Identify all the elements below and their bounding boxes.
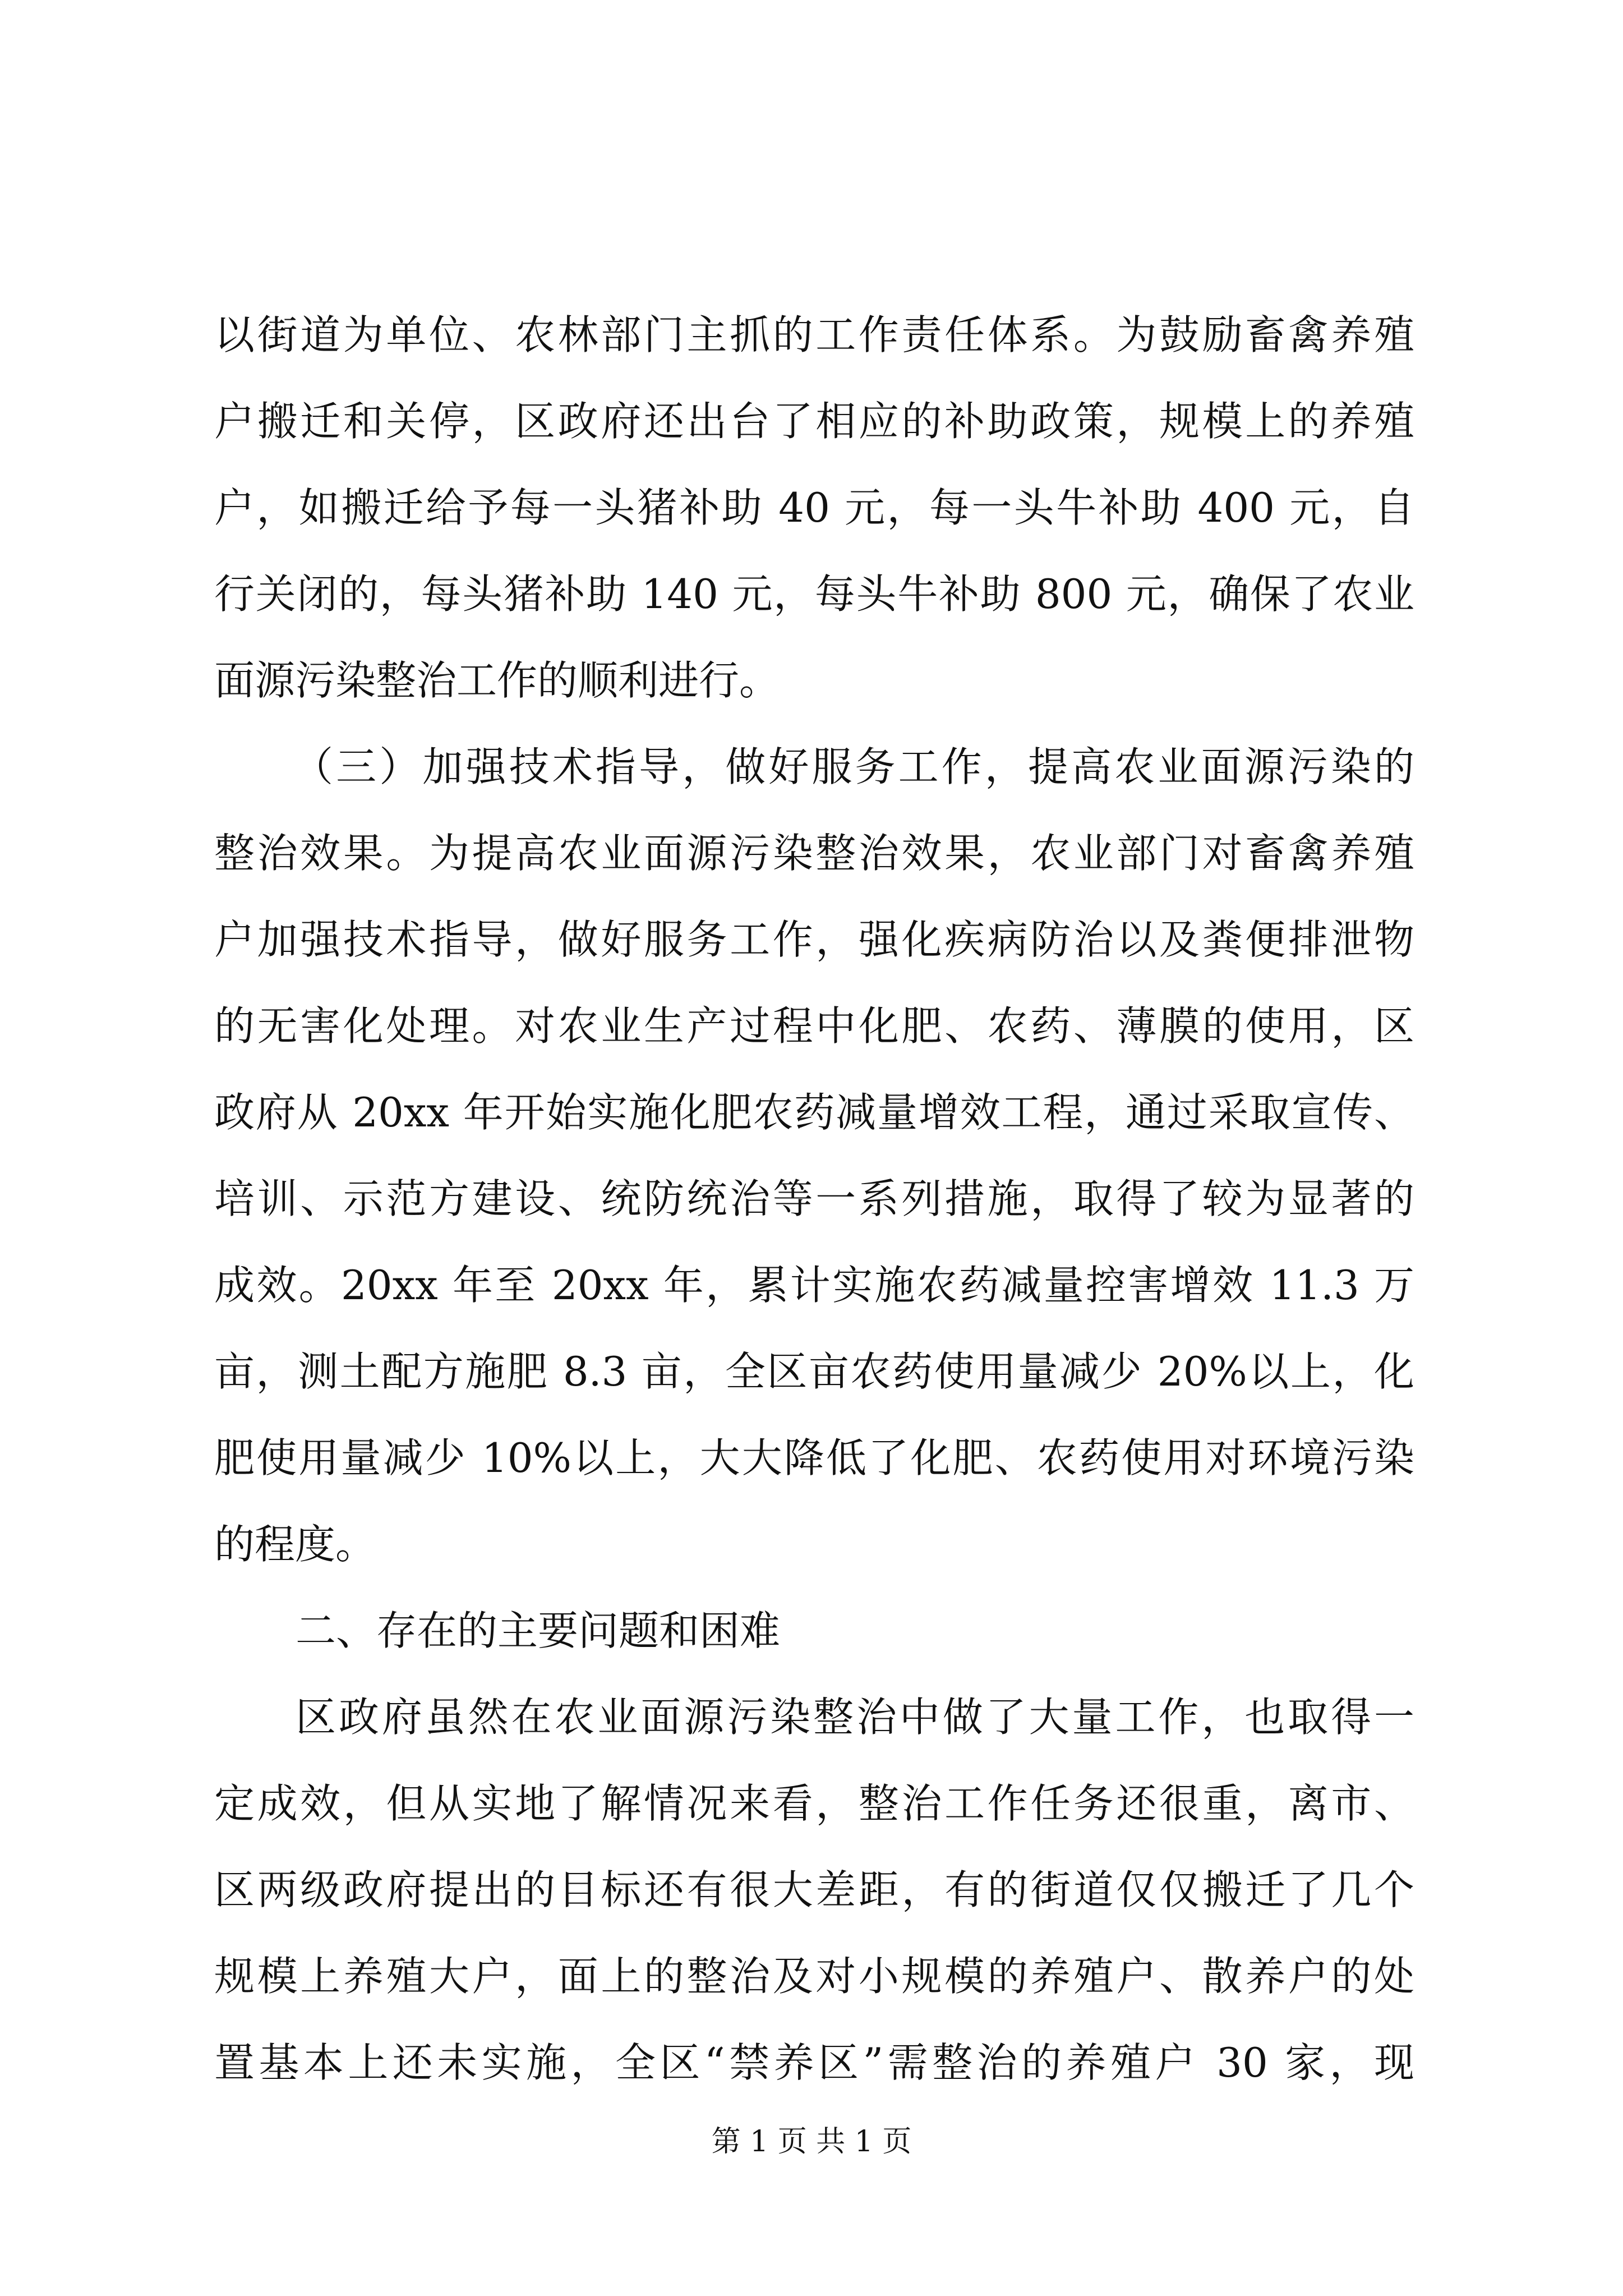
text-line: 区政府虽然在农业面源污染整治中做了大量工作，也取得一 [296, 1694, 1414, 1741]
text-line: 户搬迁和关停，区政府还出台了相应的补助政策，规模上的养殖 [214, 398, 1414, 445]
text-line: 亩，测土配方施肥 8.3 亩，全区亩农药使用量减少 20%以上，化 [214, 1348, 1414, 1395]
text-line: 成效。20xx 年至 20xx 年，累计实施农药减量控害增效 11.3 万 [214, 1262, 1414, 1309]
text-line: 政府从 20xx 年开始实施化肥农药减量增效工程，通过采取宣传、 [214, 1089, 1414, 1136]
section-heading-3: （三）加强技术指导，做好服务工作，提高农业面源污染的 [293, 743, 1414, 790]
text-line: 培训、示范方建设、统防统治等一系列措施，取得了较为显著的 [214, 1175, 1414, 1222]
text-line: 的程度。 [214, 1521, 376, 1568]
document-body [214, 292, 1414, 2106]
section-heading-2: 二、存在的主要问题和困难 [296, 1607, 781, 1654]
text-line: 以街道为单位、农林部门主抓的工作责任体系。为鼓励畜禽养殖 [214, 311, 1414, 358]
text-line: 肥使用量减少 10%以上，大大降低了化肥、农药使用对环境污染 [214, 1434, 1414, 1481]
text-line: 的无害化处理。对农业生产过程中化肥、农药、薄膜的使用，区 [214, 1002, 1414, 1050]
text-line: 定成效，但从实地了解情况来看，整治工作任务还很重，离市、 [214, 1780, 1414, 1827]
text-line: 户加强技术指导，做好服务工作，强化疾病防治以及粪便排泄物 [214, 916, 1414, 963]
page-footer: 第 1 页 共 1 页 [711, 2125, 912, 2159]
text-line: 区两级政府提出的目标还有很大差距，有的街道仅仅搬迁了几个 [214, 1866, 1414, 1913]
text-line: 面源污染整治工作的顺利进行。 [214, 657, 780, 704]
text-line: 置基本上还未实施，全区“禁养区”需整治的养殖户 30 家，现 [214, 2039, 1414, 2086]
text-line: 行关闭的，每头猪补助 140 元，每头牛补助 800 元，确保了农业 [214, 570, 1414, 618]
text-line: 整治效果。为提高农业面源污染整治效果，农业部门对畜禽养殖 [214, 830, 1414, 877]
text-line: 户，如搬迁给予每一头猪补助 40 元，每一头牛补助 400 元，自 [214, 484, 1414, 531]
text-line: 规模上养殖大户，面上的整治及对小规模的养殖户、散养户的处 [214, 1953, 1414, 2000]
